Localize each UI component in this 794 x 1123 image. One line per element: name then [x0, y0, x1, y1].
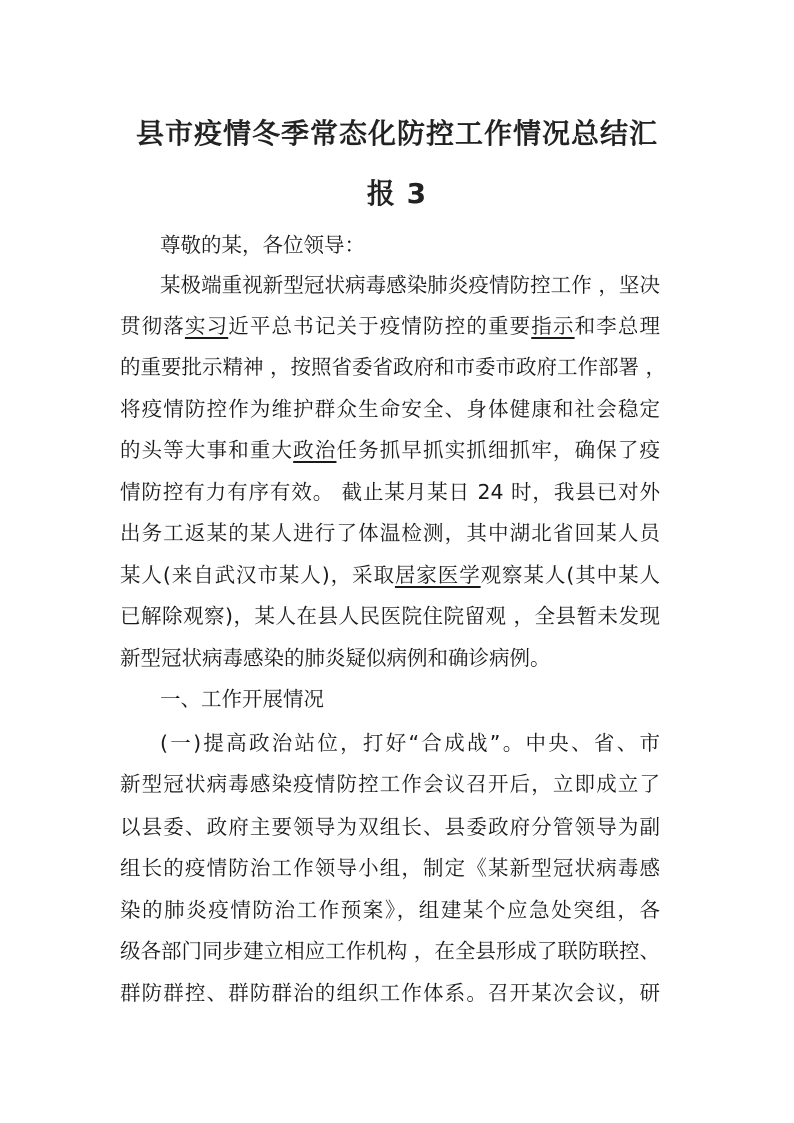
text-run: 和李总理 [574, 314, 661, 338]
paragraph-1-line-2 [120, 313, 660, 339]
paragraph-1-line-9: 已解除观察)，某人在县人民医院住院留观 ，全县暂未发现 [120, 604, 660, 628]
paragraph-2-line-4: 组长的疫情防治工作领导小组，制定《某新型冠状病毒感 [120, 856, 660, 880]
paragraph-2-line-3: 以县委、政府主要领导为双组长、县委政府分管领导为副 [120, 815, 660, 839]
paragraph-1-line-6: 情防控有力有序有效。 截止某月某日 24 时，我县已对外 [120, 480, 660, 504]
paragraph-1-line-10: 新型冠状病毒感染的肺炎疑似病例和确诊病例。 [120, 646, 551, 670]
paragraph-2-line-1: (一)提高政治站位，打好“合成战”。中央、省、市 [160, 731, 660, 755]
paragraph-2-line-2: 新型冠状病毒感染疫情防控工作会议召开后，立即成立了 [120, 772, 660, 796]
paragraph-1-line-4: 将疫情防控作为维护群众生命安全、身体健康和社会稳定 [120, 397, 660, 421]
paragraph-2-line-5: 染的肺炎疫情防治工作预案》，组建某个应急处突组，各 [120, 898, 660, 922]
text-run: 的头等大事和重大 [120, 438, 294, 462]
paragraph-1-line-3: 的重要批示精神 ，按照省委省政府和市委市政府工作部署 ， [120, 355, 667, 379]
paragraph-1-line-8 [120, 562, 660, 588]
paragraph-2-line-7: 群防群控、群防群治的组织工作体系。召开某次会议，研 [120, 981, 660, 1005]
paragraph-2-line-6: 级各部门同步建立相应工作机构 ，在全县形成了联防联控、 [120, 939, 660, 963]
underlined-text: 指示 [531, 314, 575, 338]
text-run: 贯彻落 [120, 314, 185, 338]
text-run: 任务抓早抓实抓细抓牢，确保了疫 [336, 438, 661, 462]
underlined-text: 居家医学 [394, 563, 481, 587]
section-heading: 一、工作开展情况 [160, 687, 324, 711]
document-title-line-2: 报 3 [366, 177, 428, 210]
text-run: 某人(来自武汉市某人)，采取 [120, 563, 395, 587]
underlined-text: 政治 [293, 438, 337, 462]
paragraph-1-line-1: 某极端重视新型冠状病毒感染肺炎疫情防控工作 ，坚决 [160, 273, 660, 297]
text-run: 观察某人(其中某人 [480, 563, 661, 587]
text-run: 近平总书记关于疫情防控的重要 [228, 314, 532, 338]
paragraph-1-line-7: 出务工返某的某人进行了体温检测，其中湖北省回某人员 [120, 521, 660, 545]
greeting: 尊敬的某，各位领导： [160, 233, 365, 257]
underlined-text: 实习 [184, 314, 229, 338]
paragraph-1-line-5 [120, 437, 660, 463]
document-title-line-1: 县市疫情冬季常态化防控工作情况总结汇 [135, 117, 658, 150]
